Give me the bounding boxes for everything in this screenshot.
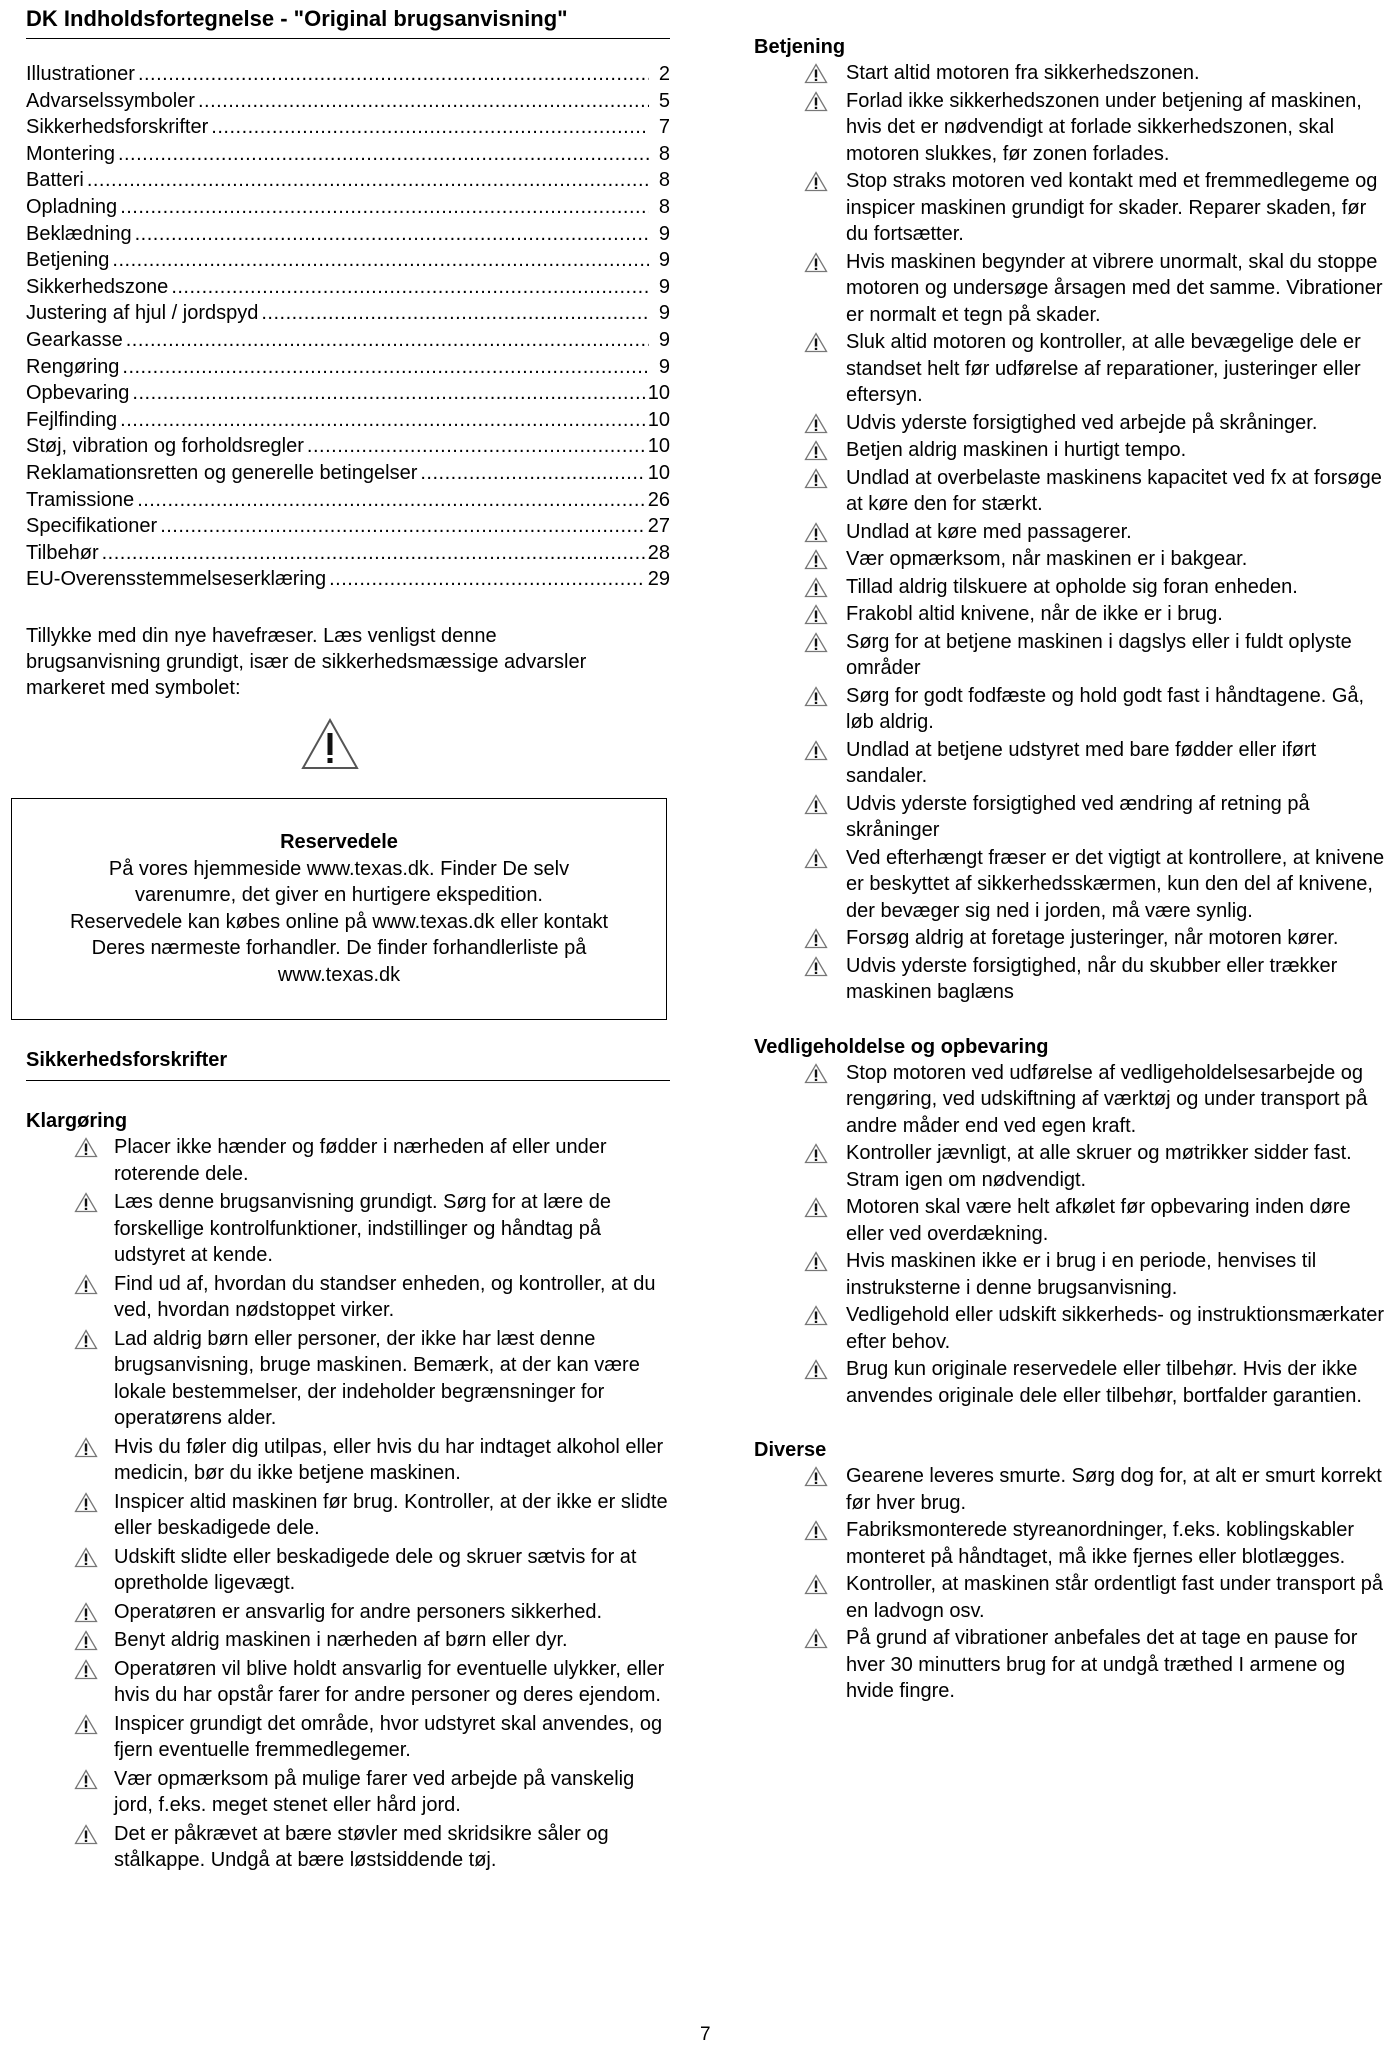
toc-page-number: 28 [647,541,670,564]
toc-leader-dots [171,274,649,301]
toc-leader-dots [329,566,645,593]
toc-entry[interactable] [26,274,670,301]
toc-leader-dots [138,61,649,88]
warning-icon [74,1492,98,1521]
toc-label: Specifikationer [26,515,158,538]
warning-icon [804,171,828,200]
warning-item [754,1356,1390,1409]
warning-item [754,437,1390,464]
warning-text: Gearene leveres smurte. Sørg dog for, at alt er smurt korrekt før hver brug. [846,1465,1382,1514]
toc-label: Gearkasse [26,328,123,351]
warning-item [754,1463,1390,1516]
warning-item [26,1711,676,1764]
warning-text: Vær opmærksom, når maskinen er i bakgear. [846,548,1248,570]
warning-item [26,1434,676,1487]
toc-entry[interactable] [26,487,670,514]
warning-icon [804,686,828,715]
warning-text: Placer ikke hænder og fødder i nærheden af eller under roterende dele. [114,1136,607,1185]
toc-label: Sikkerhedszone [26,275,169,298]
warning-text: Hvis du føler dig utilpas, eller hvis du har indtaget alkohol eller medicin, bør du ikke betjene maskinen. [114,1435,664,1484]
toc-leader-dots [261,300,649,327]
warning-text: På grund af vibrationer anbefales det at tage en pause for hver 30 minutters brug for at undgå træthed I armene og hvide fingre. [846,1627,1358,1702]
warning-icon [804,1305,828,1334]
warning-text: Kontroller jævnligt, at alle skruer og møtrikker sidder fast. Stram igen om nødvendigt. [846,1142,1352,1191]
reservedele-link[interactable]: www.texas.dk [277,963,401,986]
toc-page-number: 9 [658,222,670,245]
toc-label: Rengøring [26,355,120,378]
toc-page-number: 9 [658,328,670,351]
toc-page-number: 10 [647,408,670,431]
toc-entry[interactable] [26,114,670,141]
warning-item [754,1194,1390,1247]
toc-entry[interactable] [26,566,670,593]
reservedele-box [11,798,667,1020]
toc-label: Illustrationer [26,63,135,85]
warning-triangle-icon [300,717,360,771]
warning-text: Forlad ikke sikkerhedszonen under betjening af maskinen, hvis det er nødvendigt at forlade sikkerhedszonen, skal motoren slukkes, før zonen forlades. [846,89,1362,165]
reservedele-line: Deres nærmeste forhandler. De finder forhandlerliste på [91,937,587,959]
intro-text: Tillykke med din nye havefræser. Læs venligst denne brugsanvisning grundigt, især de sikkerhedsmæssige advarsler markeret med symbolet: [26,624,587,699]
toc-entry[interactable] [26,380,670,407]
toc-label: Beklædning [26,222,132,245]
warning-icon [74,1630,98,1659]
warning-text: Fabriksmonterede styreanordninger, f.eks. koblingskabler monteret på håndtaget, må ikke fjernes eller blotlægges. [846,1519,1355,1568]
warning-text: Motoren skal være helt afkølet før opbevaring inden døre eller ved overdækning. [846,1196,1351,1245]
toc-entry[interactable] [26,141,670,168]
warning-text: Tillad aldrig tilskuere at opholde sig foran enheden. [846,575,1298,598]
toc-entry[interactable] [26,61,670,88]
toc-leader-dots [112,247,649,274]
subheading-klargoring: Klargøring [26,1110,128,1132]
toc-label: Opbevaring [26,382,130,405]
warning-icon [804,1143,828,1172]
warning-text: Udvis yderste forsigtighed, når du skubber eller trækker maskinen baglæns [846,954,1338,1003]
warning-item [26,1189,676,1269]
toc-page-number: 26 [647,488,670,511]
warning-text: Operatøren er ansvarlig for andre personers sikkerhed. [114,1600,603,1623]
toc-label: Fejlfinding [26,408,118,431]
klargoring-section [26,1108,676,1876]
page-title: DK Indholdsfortegnelse - "Original brugsanvisning" [26,4,670,39]
toc-entry[interactable] [26,167,670,194]
toc-leader-dots [160,513,645,540]
section-title-sikkerhed: Sikkerhedsforskrifter [26,1046,670,1081]
warning-text: Betjen aldrig maskinen i hurtigt tempo. [846,439,1187,461]
warning-text: Udvis yderste forsigtighed ved arbejde på skråninger. [846,411,1318,434]
warning-item [26,1271,676,1324]
vedligeholdelse-list [754,1060,1390,1410]
warning-item [754,1517,1390,1570]
toc-leader-dots [307,433,645,460]
warning-item [26,1766,676,1819]
warning-icon [74,1824,98,1853]
warning-item [754,737,1390,790]
warning-item [754,1625,1390,1705]
warning-icon [804,252,828,281]
warning-icon [74,1274,98,1303]
diverse-list [754,1463,1390,1705]
warning-text: Hvis maskinen begynder at vibrere unormalt, skal du stoppe motoren og undersøge årsagen med det samme. Vibrationer er normalt et tegn på skader. [846,250,1383,326]
warning-text: Inspicer altid maskinen før brug. Kontroller, at der ikke er slidte eller beskadigede dele. [114,1490,668,1539]
toc-entry[interactable] [26,300,670,327]
warning-item [754,519,1390,546]
warning-item [754,683,1390,736]
warning-text: Det er påkrævet at bære støvler med skridsikre såler og stålkappe. Undgå at bære løstsiddende tøj. [114,1822,609,1871]
toc-entry[interactable] [26,407,670,434]
warning-text: Find ud af, hvordan du standser enheden, og kontroller, at du ved, hvordan nødstoppet virker. [114,1272,656,1321]
toc-entry[interactable] [26,221,670,248]
warning-item [754,465,1390,518]
toc-entry[interactable] [26,460,670,487]
toc-page-number: 10 [647,382,670,405]
subheading-vedligeholdelse: Vedligeholdelse og opbevaring [754,1035,1049,1058]
toc-label: Sikkerhedsforskrifter [26,116,209,139]
warning-icon [804,1359,828,1388]
warning-item [26,1599,676,1626]
warning-item [754,1302,1390,1355]
warning-item [754,601,1390,628]
warning-item [26,1326,676,1432]
toc-page-number: 8 [658,195,670,218]
warning-text: Udskift slidte eller beskadigede dele og skruer sætvis for at opretholde ligevægt. [114,1545,637,1594]
reservedele-line: På vores hjemmeside www.texas.dk. Finder De selv [108,857,570,880]
warning-text: Undlad at betjene udstyret med bare fødder eller iført sandaler. [846,738,1317,787]
warning-icon [74,1769,98,1798]
warning-text: Sørg for at betjene maskinen i dagslys eller i fuldt oplyste områder [846,630,1352,679]
right-column [754,34,1390,1706]
warning-item [26,1656,676,1709]
warning-icon [804,1251,828,1280]
toc-leader-dots [198,88,649,115]
warning-icon [804,1520,828,1549]
warning-item [26,1489,676,1542]
warning-icon [804,1628,828,1657]
toc-label: Montering [26,142,115,165]
warning-icon [804,468,828,497]
toc-page-number: 7 [658,116,670,139]
warning-item [754,1140,1390,1193]
warning-text: Benyt aldrig maskinen i nærheden af børn eller dyr. [114,1629,568,1651]
warning-icon [74,1329,98,1358]
table-of-contents [26,61,670,593]
warning-icon [804,848,828,877]
warning-icon [804,740,828,769]
toc-leader-dots [132,380,644,407]
toc-leader-dots [102,540,645,567]
toc-entry[interactable] [26,327,670,354]
warning-text: Sluk altid motoren og kontroller, at alle bevægelige dele er standset helt før udførelse af reparationer, justeringer eller eftersyn. [846,331,1361,406]
warning-text: Undlad at køre med passagerer. [846,520,1132,543]
toc-leader-dots [118,141,649,168]
warning-text: Frakobl altid knivene, når de ikke er i brug. [846,603,1223,625]
warning-icon [804,794,828,823]
betjening-list [754,60,1390,1006]
toc-page-number: 5 [658,89,670,112]
reservedele-line: Reservedele kan købes online på www.texas.dk eller kontakt [69,910,609,933]
warning-item [26,1627,676,1654]
warning-text: Vær opmærksom på mulige farer ved arbejde på vanskelig jord, f.eks. meget stenet eller hård jord. [114,1767,635,1816]
warning-text: Undlad at overbelaste maskinens kapacitet ved fx at forsøge at køre den for stærkt. [846,466,1382,515]
warning-item [754,1571,1390,1624]
toc-label: Betjening [26,249,110,272]
toc-entry[interactable] [26,247,670,274]
warning-icon [804,1466,828,1495]
warning-text: Vedligehold eller udskift sikkerheds- og instruktionsmærkater efter behov. [846,1304,1385,1353]
warning-icon [804,1063,828,1092]
subheading-betjening: Betjening [754,36,846,58]
warning-item [754,845,1390,925]
warning-text: Lad aldrig børn eller personer, der ikke har læst denne brugsanvisning, bruge maskinen. Bemærk, at der kan være lokale bestemmelser, der indeholder begrænsninger for operatørens alder. [114,1327,640,1429]
toc-page-number: 27 [647,515,670,538]
warning-text: Start altid motoren fra sikkerhedszonen. [846,62,1200,84]
warning-text: Forsøg aldrig at foretage justeringer, når motoren kører. [846,927,1339,949]
toc-label: EU-Overensstemmelseserklæring [26,568,327,591]
toc-entry[interactable] [26,433,670,460]
warning-item [754,629,1390,682]
warning-item [754,88,1390,168]
klargoring-list [26,1134,676,1874]
warning-text: Stop motoren ved udførelse af vedligeholdelsesarbejde og rengøring, ved udskiftning af værktøj og under transport på andre måder end ved egen kraft. [846,1061,1368,1137]
warning-text: Inspicer grundigt det område, hvor udstyret skal anvendes, og fjern eventuelle fremmedlegemer. [114,1712,663,1761]
warning-icon [74,1659,98,1688]
toc-page-number: 9 [658,275,670,298]
warning-item [26,1821,676,1874]
warning-icon [804,632,828,661]
toc-leader-dots [135,221,649,248]
toc-leader-dots [211,114,649,141]
warning-text: Udvis yderste forsigtighed ved ændring af retning på skråninger [846,792,1310,841]
warning-icon [804,956,828,985]
toc-label: Batteri [26,169,84,192]
warning-text: Brug kun originale reservedele eller tilbehør. Hvis der ikke anvendes originale dele eller tilbehør, bortfalder garantien. [846,1358,1362,1407]
warning-item [754,1248,1390,1301]
warning-item [26,1134,676,1187]
toc-page-number: 2 [658,63,670,85]
toc-page-number: 10 [647,435,670,458]
warning-icon [74,1714,98,1743]
toc-page-number: 9 [658,355,670,378]
toc-page-number: 8 [658,142,670,165]
toc-entry[interactable] [26,513,670,540]
warning-item [754,574,1390,601]
toc-label: Tramissione [26,488,135,511]
warning-text: Læs denne brugsanvisning grundigt. Sørg for at lære de forskellige kontrolfunktioner, indstillinger og håndtag på udstyret at kende. [114,1191,611,1266]
warning-item [754,410,1390,437]
toc-page-number: 29 [647,568,670,591]
toc-leader-dots [120,194,649,221]
warning-item [754,1060,1390,1140]
warning-item [26,1544,676,1597]
warning-icon [74,1437,98,1466]
warning-icon [804,91,828,120]
toc-page-number: 8 [658,169,670,192]
page-number: 7 [700,2024,711,2045]
toc-page-number: 9 [658,302,670,325]
warning-item [754,925,1390,952]
toc-leader-dots [137,487,645,514]
toc-leader-dots [420,460,644,487]
toc-entry[interactable] [26,194,670,221]
warning-text: Operatøren vil blive holdt ansvarlig for eventuelle ulykker, eller hvis du har opstår farer for andre personer og deres ejendom. [114,1657,665,1706]
warning-text: Ved efterhængt fræser er det vigtigt at kontrollere, at knivene er beskyttet af sikkerhedsskærmen, kun den del af knivene, der bevæger sig ned i jorden, må være synlig. [846,846,1385,922]
toc-leader-dots [87,167,649,194]
warning-item [754,953,1390,1006]
warning-text: Stop straks motoren ved kontakt med et fremmedlegeme og inspicer maskinen grundigt for skader. Reparer skaden, før du fortsætter. [846,170,1378,245]
warning-item [754,249,1390,329]
toc-entry[interactable] [26,88,670,115]
toc-page-number: 10 [647,461,670,484]
warning-icon [74,1602,98,1631]
warning-item [754,60,1390,87]
warning-text: Kontroller, at maskinen står ordentligt fast under transport på en ladvogn osv. [846,1573,1383,1622]
warning-item [754,329,1390,409]
reservedele-title: Reservedele [280,831,398,853]
toc-label: Advarselssymboler [26,89,195,112]
warning-item [754,168,1390,248]
warning-icon [804,1574,828,1603]
reservedele-line: varenumre, det giver en hurtigere ekspedition. [134,884,543,906]
warning-item [754,546,1390,573]
toc-label: Tilbehør [26,541,99,564]
toc-leader-dots [122,354,649,381]
toc-label: Justering af hjul / jordspyd [26,302,259,325]
toc-page-number: 9 [658,249,670,272]
warning-icon [804,332,828,361]
toc-leader-dots [126,327,649,354]
left-column [26,4,670,771]
warning-text: Hvis maskinen ikke er i brug i en periode, henvises til instruksterne i denne brugsanvisning. [846,1250,1317,1299]
toc-leader-dots [120,407,645,434]
warning-icon [74,1137,98,1166]
toc-entry[interactable] [26,540,670,567]
warning-text: Sørg for godt fodfæste og hold godt fast i håndtagene. Gå, løb aldrig. [846,684,1365,733]
toc-entry[interactable] [26,354,670,381]
toc-label: Opladning [26,195,118,218]
subheading-diverse: Diverse [754,1439,827,1461]
warning-item [754,791,1390,844]
warning-icon [74,1547,98,1576]
toc-label: Reklamationsretten og generelle betingelser [26,461,418,484]
toc-label: Støj, vibration og forholdsregler [26,435,304,458]
warning-icon [804,1197,828,1226]
warning-icon [74,1192,98,1221]
